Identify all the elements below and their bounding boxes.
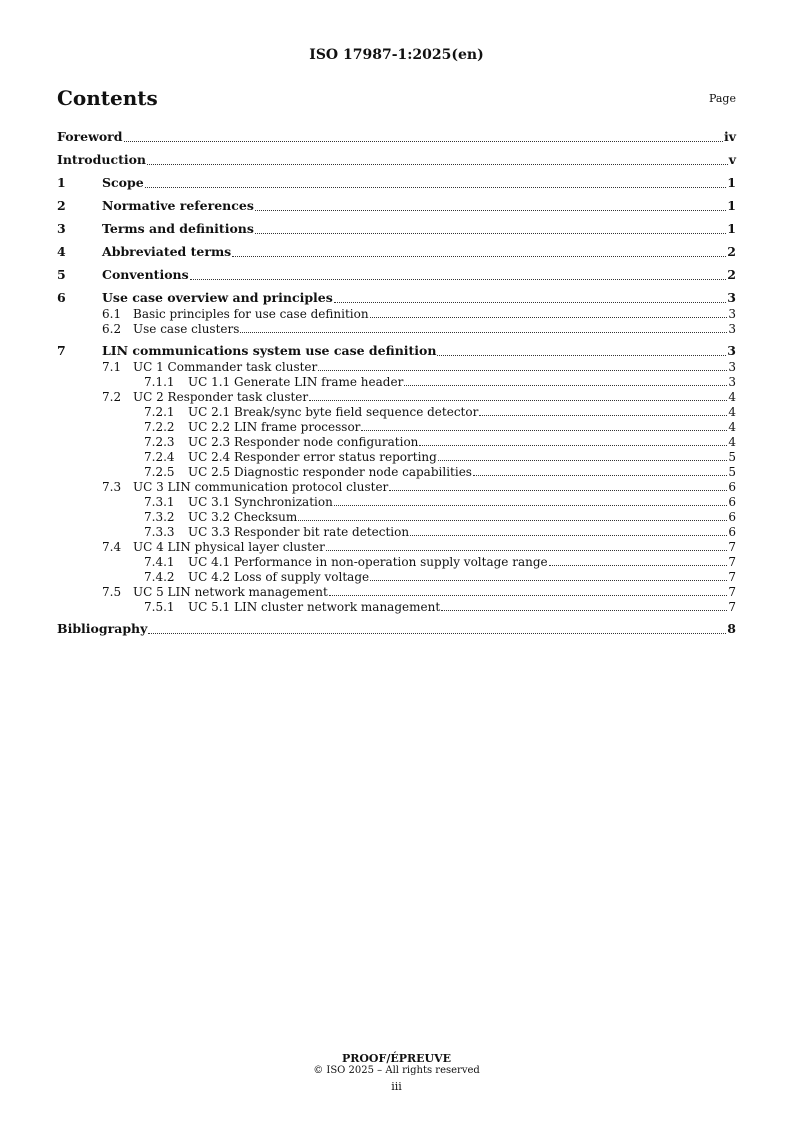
toc-entry-number: 2 [57,198,66,213]
toc-entry-page: 3 [728,360,736,374]
dot-leader [145,187,727,188]
toc-entry-page: 3 [727,290,736,305]
toc-entry[interactable] [57,390,736,405]
dot-leader [232,256,726,257]
toc-entry[interactable] [57,465,736,480]
toc-entry-title[interactable]: Terms and definitions [102,221,254,236]
page-number: iii [391,1080,402,1093]
toc-entry[interactable] [57,266,736,284]
dot-leader [334,505,728,506]
toc-entry[interactable] [57,540,736,555]
toc-entry-page: 7 [728,555,736,569]
toc-entry-title[interactable]: UC 4.1 Performance in non-operation supply voltage range [188,555,548,569]
toc-entry-number: 7.5.1 [144,600,175,614]
toc-entry-title[interactable]: UC 3.1 Synchronization [188,495,333,509]
toc-entry-page: 7 [728,570,736,584]
toc-entry-title[interactable]: UC 3.2 Checksum [188,510,298,524]
toc-entry[interactable] [57,220,736,238]
copyright-notice: © ISO 2025 – All rights reserved [313,1065,480,1076]
dot-leader [334,302,727,303]
toc-entry[interactable] [57,322,736,337]
toc-entry-title[interactable]: Introduction [57,152,147,167]
toc-entry-page: iv [723,129,736,144]
toc-entry-title[interactable]: UC 4.2 Loss of supply voltage [188,570,370,584]
toc-entry-number: 7.3 [102,480,122,494]
toc-entry[interactable] [57,307,736,322]
toc-entry-number: 5 [57,267,66,282]
toc-entry-title[interactable]: UC 2.4 Responder error status reporting [188,450,437,464]
toc-entry-page: 1 [727,198,736,213]
dot-leader [190,279,727,280]
dot-leader [329,595,728,596]
dot-leader [389,490,727,491]
dot-leader [124,141,723,142]
toc-entry-page: 1 [727,175,736,190]
toc-entry-number: 7.3.1 [144,495,175,509]
toc-entry-title[interactable]: UC 3 LIN communication protocol cluster [133,480,389,494]
dot-leader [419,445,727,446]
dot-leader [479,415,727,416]
toc-entry-title[interactable]: Use case clusters [133,322,240,336]
toc-entry[interactable] [57,128,736,146]
toc-entry[interactable] [57,450,736,465]
toc-entry[interactable] [57,435,736,450]
toc-entry[interactable] [57,360,736,375]
dot-leader [298,520,727,521]
dot-leader [361,430,727,431]
toc-entry[interactable] [57,243,736,261]
toc-entry[interactable] [57,375,736,390]
toc-entry-title[interactable]: Scope [102,175,144,190]
dot-leader [240,332,727,333]
toc-entry-page: 2 [727,244,736,259]
toc-entry-title[interactable]: LIN communications system use case definition [102,343,437,358]
toc-entry-page: 6 [728,495,736,509]
toc-entry[interactable] [57,570,736,585]
document-id: ISO 17987-1:2025(en) [309,47,484,63]
toc-entry-title[interactable]: UC 2 Responder task cluster [133,390,309,404]
toc-entry-number: 7.3.2 [144,510,175,524]
toc-entry-page: 1 [727,221,736,236]
toc-entry[interactable] [57,197,736,215]
toc-entry-number: 6.2 [102,322,122,336]
toc-entry-number: 1 [57,175,66,190]
toc-entry-number: 7.2.2 [144,420,175,434]
toc-entry-title[interactable]: Abbreviated terms [102,244,232,259]
toc-entry-title[interactable]: Basic principles for use case definition [133,307,369,321]
toc-entry[interactable] [57,510,736,525]
toc-entry-number: 4 [57,244,66,259]
toc-entry-number: 7.4.2 [144,570,175,584]
dot-leader [148,633,726,634]
table-of-contents [57,128,736,638]
toc-entry-number: 7.2.3 [144,435,175,449]
toc-entry-title[interactable]: Bibliography [57,621,148,636]
toc-entry-title[interactable]: Foreword [57,129,123,144]
toc-entry-page: 6 [728,510,736,524]
toc-entry-title[interactable]: Use case overview and principles [102,290,333,305]
toc-entry[interactable] [57,405,736,420]
dot-leader [309,400,727,401]
toc-entry[interactable] [57,525,736,540]
toc-entry-page: v [728,152,736,167]
toc-entry-page: 3 [728,307,736,321]
toc-entry-page: 6 [728,525,736,539]
toc-entry-number: 7.2 [102,390,122,404]
toc-entry[interactable] [57,480,736,495]
toc-entry-page: 5 [728,465,736,479]
toc-entry-title[interactable]: Conventions [102,267,189,282]
toc-entry-title[interactable]: Normative references [102,198,254,213]
toc-entry[interactable] [57,620,736,638]
toc-entry-number: 7 [57,343,66,358]
toc-entry[interactable] [57,174,736,192]
toc-entry-number: 7.2.4 [144,450,175,464]
toc-entry[interactable] [57,151,736,169]
toc-entry-title[interactable]: UC 2.2 LIN frame processor [188,420,361,434]
toc-entry-title[interactable]: UC 1.1 Generate LIN frame header [188,375,404,389]
proof-label: PROOF/ÉPREUVE [341,1052,452,1065]
dot-leader [370,317,728,318]
toc-entry-number: 6 [57,290,66,305]
toc-entry-title[interactable]: UC 2.5 Diagnostic responder node capabilities [188,465,472,479]
toc-entry-title[interactable]: UC 2.3 Responder node configuration [188,435,419,449]
dot-leader [318,370,727,371]
dot-leader [255,233,726,234]
dot-leader [370,580,727,581]
toc-entry-number: 3 [57,221,66,236]
dot-leader [326,550,728,551]
dot-leader [549,565,728,566]
toc-entry-title[interactable]: UC 5.1 LIN cluster network management [188,600,441,614]
dot-leader [255,210,726,211]
toc-entry[interactable] [57,555,736,570]
toc-entry[interactable] [57,342,736,360]
toc-entry-title[interactable]: UC 5 LIN network management [133,585,328,599]
toc-entry-number: 7.4 [102,540,122,554]
toc-entry-page: 4 [728,390,736,404]
toc-entry-page: 6 [728,480,736,494]
toc-entry-page: 2 [727,267,736,282]
toc-entry-number: 6.1 [102,307,122,321]
toc-entry-page: 3 [727,343,736,358]
page-title: Contents [57,86,158,110]
toc-entry[interactable] [57,289,736,307]
toc-entry-page: 4 [728,420,736,434]
toc-entry[interactable] [57,600,736,615]
toc-entry-number: 7.5 [102,585,122,599]
toc-entry-number: 7.3.3 [144,525,175,539]
toc-entry-number: 7.4.1 [144,555,175,569]
toc-entry-title[interactable]: UC 1 Commander task cluster [133,360,318,374]
toc-entry[interactable] [57,585,736,600]
toc-entry-page: 3 [728,375,736,389]
toc-entry-page: 7 [728,600,736,614]
toc-entry-page: 5 [728,450,736,464]
page-footer [0,1053,793,1093]
dot-leader [410,535,727,536]
toc-entry-number: 7.1.1 [144,375,175,389]
toc-entry-page: 4 [728,405,736,419]
toc-entry-number: 7.1 [102,360,122,374]
toc-entry-page: 8 [727,621,736,636]
toc-entry-page: 3 [728,322,736,336]
toc-entry-page: 7 [728,540,736,554]
toc-entry-page: 7 [728,585,736,599]
toc-entry[interactable] [57,495,736,510]
toc-entry-title[interactable]: UC 2.1 Break/sync byte field sequence detector [188,405,479,419]
toc-entry-number: 7.2.5 [144,465,175,479]
dot-leader [437,355,726,356]
toc-entry-title[interactable]: UC 3.3 Responder bit rate detection [188,525,410,539]
toc-entry-page: 4 [728,435,736,449]
dot-leader [441,610,727,611]
dot-leader [438,460,728,461]
page-column-header: Page [708,92,736,105]
toc-entry-number: 7.2.1 [144,405,175,419]
toc-entry[interactable] [57,420,736,435]
dot-leader [404,385,727,386]
dot-leader [473,475,727,476]
dot-leader [147,164,728,165]
toc-entry-title[interactable]: UC 4 LIN physical layer cluster [133,540,325,554]
